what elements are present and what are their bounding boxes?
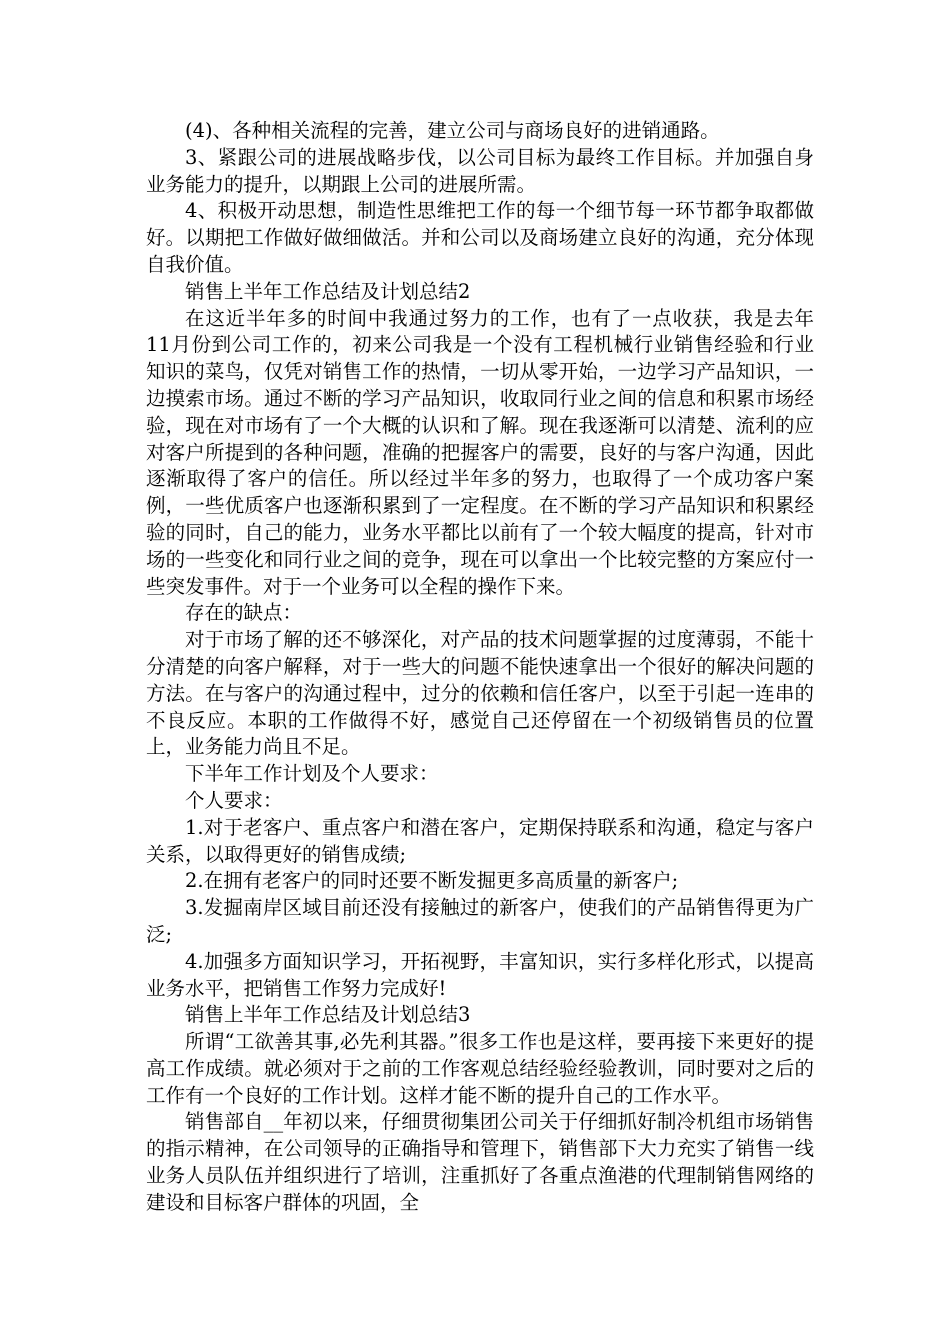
section-heading-summary-3: 销售上半年工作总结及计划总结3	[185, 1003, 471, 1027]
subheading-shortcomings: 存在的缺点：	[185, 601, 303, 625]
section-heading-summary-2: 销售上半年工作总结及计划总结2	[185, 279, 471, 303]
list-item-4: 4.加强多方面知识学习，开拓视野，丰富知识，实行多样化形式，以提高业务水平，把销售工作努力完成好!	[146, 949, 814, 1000]
paragraph-half-year-gains: 在这近半年多的时间中我通过努力的工作，也有了一点收获，我是去年11月份到公司工作的，初来公司我是一个没有工程机械行业销售经验和行业知识的菜鸟，仅凭对销售工作的热情，一切从零开始，一边学习产品知识，一边摸索市场。通过不断的学习产品知识，收取同行业之间的信息和积累市场经验，现在对市场有了一个大概的认识和了解。现在我逐渐可以清楚、流利的应对客户所提到的各种问题，准确的把握客户的需要，良好的与客户沟通，因此逐渐取得了客户的信任。所以经过半年多的努力，也取得了一个成功客户案例，一些优质客户也逐渐积累到了一定程度。在不断的学习产品知识和积累经验的同时，自己的能力，业务水平都比以前有了一个较大幅度的提高，针对市场的一些变化和同行业之间的竞争，现在可以拿出一个比较完整的方案应付一些突发事件。对于一个业务可以全程的操作下来。	[146, 306, 814, 598]
paragraph-active-thinking: 4、积极开动思想，制造性思维把工作的每一个细节每一环节都争取都做好。以期把工作做好做细做活。并和公司以及商场建立良好的沟通，充分体现自我价值。	[146, 199, 814, 276]
list-item-3: 3.发掘南岸区域目前还没有接触过的新客户，使我们的产品销售得更为广泛;	[146, 896, 814, 946]
list-item-2: 2.在拥有老客户的同时还要不断发掘更多高质量的新客户;	[185, 869, 679, 893]
paragraph-shortcomings: 对于市场了解的还不够深化，对产品的技术问题掌握的过度薄弱，不能十分清楚的向客户解释，对于一些大的问题不能快速拿出一个很好的解决问题的方法。在与客户的沟通过程中，过分的依赖和信任客户，以至于引起一连串的不良反应。本职的工作做得不好，感觉自己还停留在一个初级销售员的位置上，业务能力尚且不足。	[146, 628, 814, 759]
paragraph-sales-department: 销售部自__年初以来，仔细贯彻集团公司关于仔细抓好制冷机组市场销售的指示精神，在公司领导的正确指导和管理下，销售部下大力充实了销售一线业务人员队伍并组织进行了培训，注重抓好了各重点渔港的代理制销售网络的建设和目标客户群体的巩固，全	[146, 1110, 814, 1214]
paragraph-follow-strategy: 3、紧跟公司的进展战略步伐，以公司目标为最终工作目标。并加强自身业务能力的提升，以期跟上公司的进展所需。	[146, 145, 814, 196]
subheading-next-half-plan: 下半年工作计划及个人要求：	[185, 762, 439, 786]
paragraph-process-improvement: (4)、各种相关流程的完善，建立公司与商场良好的进销通路。	[185, 119, 720, 142]
paragraph-tools-proverb: 所谓“工欲善其事,必先利其器。”很多工作也是这样，要再接下来更好的提高工作成绩。就必须对于之前的工作客观总结经验经验教训，同时要对之后的工作有一个良好的工作计划。这样才能不断的提升自己的工作水平。	[146, 1030, 814, 1107]
subheading-personal-requirements: 个人要求：	[185, 788, 283, 812]
document-page	[146, 118, 814, 1217]
list-item-1: 1.对于老客户、重点客户和潜在客户，定期保持联系和沟通，稳定与客户关系，以取得更好的销售成绩;	[146, 815, 814, 866]
